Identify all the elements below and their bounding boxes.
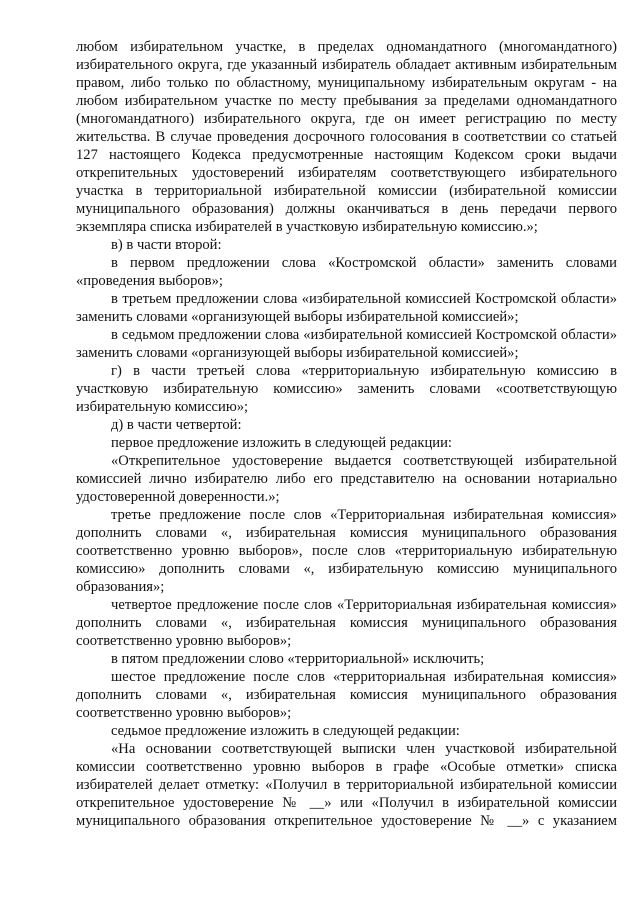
paragraph-first-sentence-edit: первое предложение изложить в следующей редакции:	[111, 435, 452, 451]
paragraph-continuation: любом избирательном участке, в пределах одномандатного (многомандатного) избирательного округа, где указанный избиратель обладает активным избирательным правом, либо только по областному, муниципальному избирательным округам - на любом избирательном участке по месту пребывания за пределами одномандатного (многомандатного) избирательного округа, где он имеет регистрацию по месту жительства. В случае проведения досрочного голосования в соответствии со статьей 127 настоящего Кодекса предусмотренные настоящим Кодексом сроки выдачи открепительных удостоверений избирателям соответствующего избирательного участка в территориальной избирательной комиссии (избирательной комиссии муниципального образования) должны оканчиваться в день передачи первого экземпляра списка избирателей в участковую избирательную комиссию.»;	[76, 39, 617, 235]
paragraph-third-sentence-add: третье предложение после слов «Территориальная избирательная комиссия» дополнить словами «, избирательная комиссия муниципального образования соответственно уровню выборов», после слов «территориальную избирательную комиссию» дополнить словами «, избирательную комиссию муниципального образования»;	[76, 507, 617, 595]
paragraph-item-g: г) в части третьей слова «территориальную избирательную комиссию в участковую избирательную комиссию» заменить словами «соответствующую избирательную комиссию»;	[76, 363, 617, 415]
paragraph-item-d: д) в части четвертой:	[111, 417, 242, 433]
paragraph-quote-marking: «На основании соответствующей выписки член участковой избирательной комиссии соответственно уровню выборов в графе «Особые отметки» списка избирателей делает отметку: «Получил в территориальной избирательной комиссии открепительное удостоверение № __» или «Получил в избирательной комиссии муниципального образования открепительное удостоверение № __» с указанием	[76, 741, 617, 829]
paragraph-sixth-sentence-add: шестое предложение после слов «территориальная избирательная комиссия» дополнить словами «, избирательная комиссия муниципального образования соответственно уровню выборов»;	[76, 669, 617, 721]
paragraph-third-sentence: в третьем предложении слова «избирательной комиссией Костромской области» заменить словами «организующей выборы избирательной комиссией»;	[76, 291, 617, 325]
paragraph-first-sentence: в первом предложении слова «Костромской области» заменить словами «проведения выборов»;	[76, 255, 617, 289]
document-page	[76, 38, 617, 830]
paragraph-fourth-sentence-add: четвертое предложение после слов «Территориальная избирательная комиссия» дополнить словами «, избирательная комиссия муниципального образования соответственно уровню выборов»;	[76, 597, 617, 649]
paragraph-seventh-sentence: в седьмом предложении слова «избирательной комиссией Костромской области» заменить словами «организующей выборы избирательной комиссией»;	[76, 327, 617, 361]
paragraph-seventh-sentence-edit: седьмое предложение изложить в следующей редакции:	[111, 723, 460, 739]
paragraph-item-v: в) в части второй:	[111, 237, 222, 253]
paragraph-quote-certificate: «Открепительное удостоверение выдается соответствующей избирательной комиссией лично избирателю либо его представителю на основании нотариально удостоверенной доверенности.»;	[76, 453, 617, 505]
paragraph-fifth-sentence: в пятом предложении слово «территориальной» исключить;	[111, 651, 485, 667]
